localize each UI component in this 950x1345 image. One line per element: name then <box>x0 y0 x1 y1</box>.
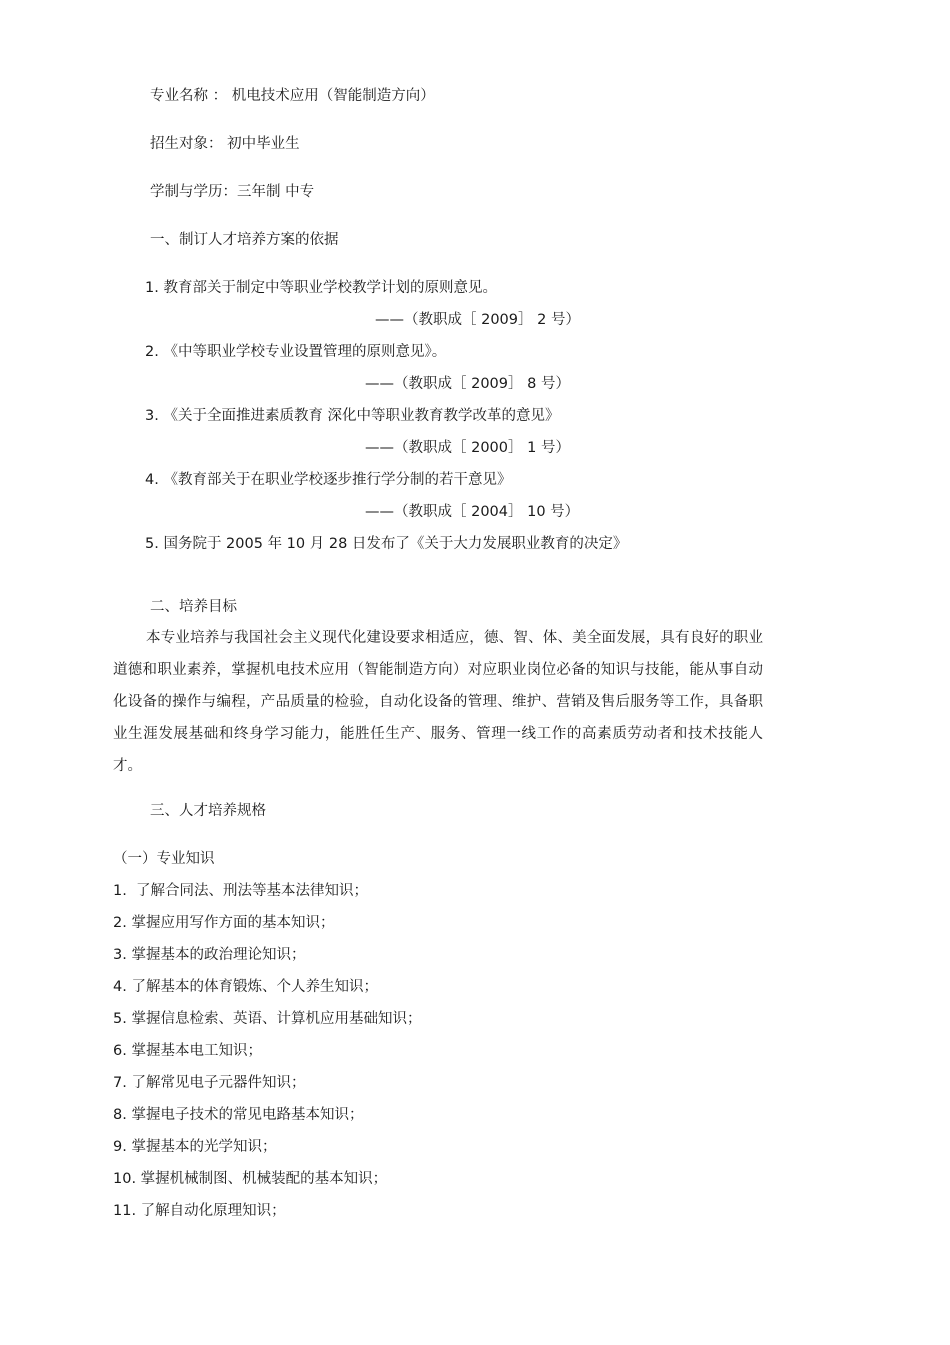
knowledge-item-7: 7. 了解常见电子元器件知识； <box>113 1075 306 1091</box>
basis-ref-3: ——（教职成［ 2000］ 1 号） <box>365 440 570 456</box>
knowledge-item-8: 8. 掌握电子技术的常见电路基本知识； <box>113 1107 364 1123</box>
training-goal-paragraph: 本专业培养与我国社会主义现代化建设要求相适应，德、智、体、美全面发展，具有良好的职业道德和职业素养，掌握机电技术应用（智能制造方向）对应职业岗位必备的知识与技能，能从事自动化设备的操作与编程，产品质量的检验，自动化设备的管理、维护、营销及售后服务等工作，具备职业生涯发展基础和终身学习能力，能胜任生产、服务、管理一线工作的高素质劳动者和技术技能人才。 <box>113 630 763 774</box>
knowledge-item-1: 1. 了解合同法、刑法等基本法律知识； <box>113 883 369 899</box>
basis-ref-1: ——（教职成［ 2009］ 2 号） <box>375 312 580 328</box>
basis-ref-4: ——（教职成［ 2004］ 10 号） <box>365 504 580 520</box>
knowledge-item-4: 4. 了解基本的体育锻炼、个人养生知识； <box>113 979 378 995</box>
section-3-heading: 三、人才培养规格 <box>150 803 266 819</box>
basis-item-4: 4. 《教育部关于在职业学校逐步推行学分制的若干意见》 <box>145 472 512 488</box>
knowledge-item-6: 6. 掌握基本电工知识； <box>113 1043 262 1059</box>
duration-degree: 学制与学历：三年制 中专 <box>150 184 315 200</box>
section-1-heading: 一、制订人才培养方案的依据 <box>150 232 339 248</box>
knowledge-item-10: 10. 掌握机械制图、机械装配的基本知识； <box>113 1171 388 1187</box>
knowledge-item-2: 2. 掌握应用写作方面的基本知识； <box>113 915 335 931</box>
basis-item-1: 1. 教育部关于制定中等职业学校教学计划的原则意见。 <box>145 280 497 296</box>
knowledge-item-3: 3. 掌握基本的政治理论知识； <box>113 947 306 963</box>
enrollment-target: 招生对象： 初中毕业生 <box>150 136 300 152</box>
major-name: 专业名称 ： 机电技术应用（智能制造方向） <box>150 88 435 104</box>
section-2-heading: 二、培养目标 <box>150 599 237 615</box>
knowledge-item-11: 11. 了解自动化原理知识； <box>113 1203 286 1219</box>
knowledge-subheading: （一）专业知识 <box>113 851 215 867</box>
basis-item-5: 5. 国务院于 2005 年 10 月 28 日发布了《关于大力发展职业教育的决定》 <box>145 536 628 552</box>
basis-item-3: 3. 《关于全面推进素质教育 深化中等职业教育教学改革的意见》 <box>145 408 560 424</box>
basis-item-2: 2. 《中等职业学校专业设置管理的原则意见》。 <box>145 344 447 360</box>
knowledge-item-9: 9. 掌握基本的光学知识； <box>113 1139 277 1155</box>
basis-ref-2: ——（教职成［ 2009］ 8 号） <box>365 376 570 392</box>
knowledge-item-5: 5. 掌握信息检索、英语、计算机应用基础知识； <box>113 1011 422 1027</box>
